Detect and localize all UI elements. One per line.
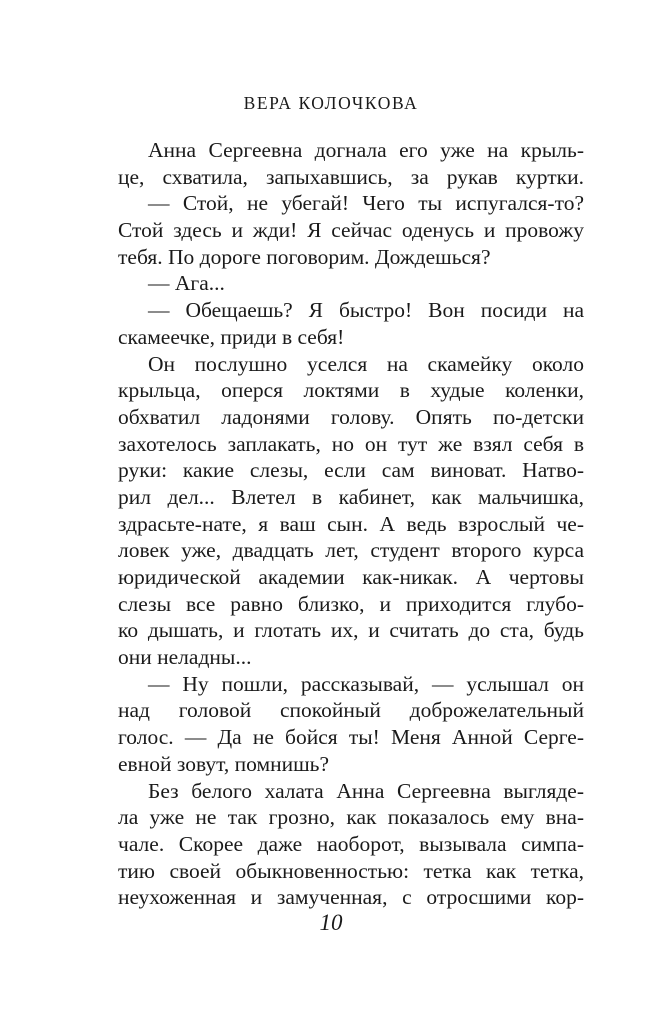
text-line: слезы все равно близко, и приходится глубо- (118, 591, 584, 616)
text-line: над головой спокойный доброжелательный (118, 698, 584, 723)
text-line: ловек уже, двадцать лет, студент второго курса (118, 538, 584, 563)
page-number: 10 (319, 910, 343, 935)
text-line: — Ну пошли, рассказывай, — услышал он (148, 671, 584, 696)
text-line: чале. Скорее даже наоборот, вызывала симпа- (118, 831, 584, 856)
text-line: рил дел... Влетел в кабинет, как мальчишка, (118, 484, 584, 509)
text-line: голос. — Да не бойся ты! Меня Анной Серге- (118, 725, 584, 750)
text-line: неухоженная и замученная, с отросшими кор- (118, 885, 584, 910)
running-head: ВЕРА КОЛОЧКОВА (243, 93, 419, 113)
body-text (118, 137, 584, 911)
text-line: — Обещаешь? Я быстро! Вон посиди на (148, 298, 584, 323)
text-line: они неладны... (118, 645, 252, 670)
text-line: обхватил ладонями голову. Опять по-детски (118, 404, 584, 429)
text-line: — Ага... (148, 271, 225, 296)
text-line: ко дышать, и глотать их, и считать до ста, будь (118, 618, 584, 643)
text-line: юридической академии как-никак. А чертовы (118, 565, 584, 589)
text-line: тебя. По дороге поговорим. Дождешься? (118, 244, 491, 269)
text-line: ла уже не так грозно, как показалось ему вна- (118, 805, 584, 830)
text-line: руки: какие слезы, если сам виноват. Натво- (118, 458, 584, 483)
text-line: Без белого халата Анна Сергеевна выгляде- (148, 778, 584, 803)
text-line: захотелось заплакать, но он тут же взял себя в (118, 431, 584, 456)
text-line: тию своей обыкновенностью: тетка как тетка, (118, 858, 584, 883)
text-line: Стой здесь и жди! Я сейчас оденусь и провожу (118, 218, 584, 243)
text-line: здрасьте-нате, я ваш сын. А ведь взрослый че- (118, 511, 584, 536)
text-line: — Стой, не убегай! Чего ты испугался-то? (148, 191, 584, 216)
text-line: скамеечке, приди в себя! (118, 324, 345, 349)
text-line: евной зовут, помнишь? (118, 751, 330, 776)
text-line: Анна Сергеевна догнала его уже на крыль- (148, 138, 584, 162)
text-line: крыльца, оперся локтями в худые коленки, (118, 378, 584, 403)
text-line: це, схватила, запыхавшись, за рукав куртки. (118, 164, 584, 189)
text-line: Он послушно уселся на скамейку около (148, 351, 584, 376)
